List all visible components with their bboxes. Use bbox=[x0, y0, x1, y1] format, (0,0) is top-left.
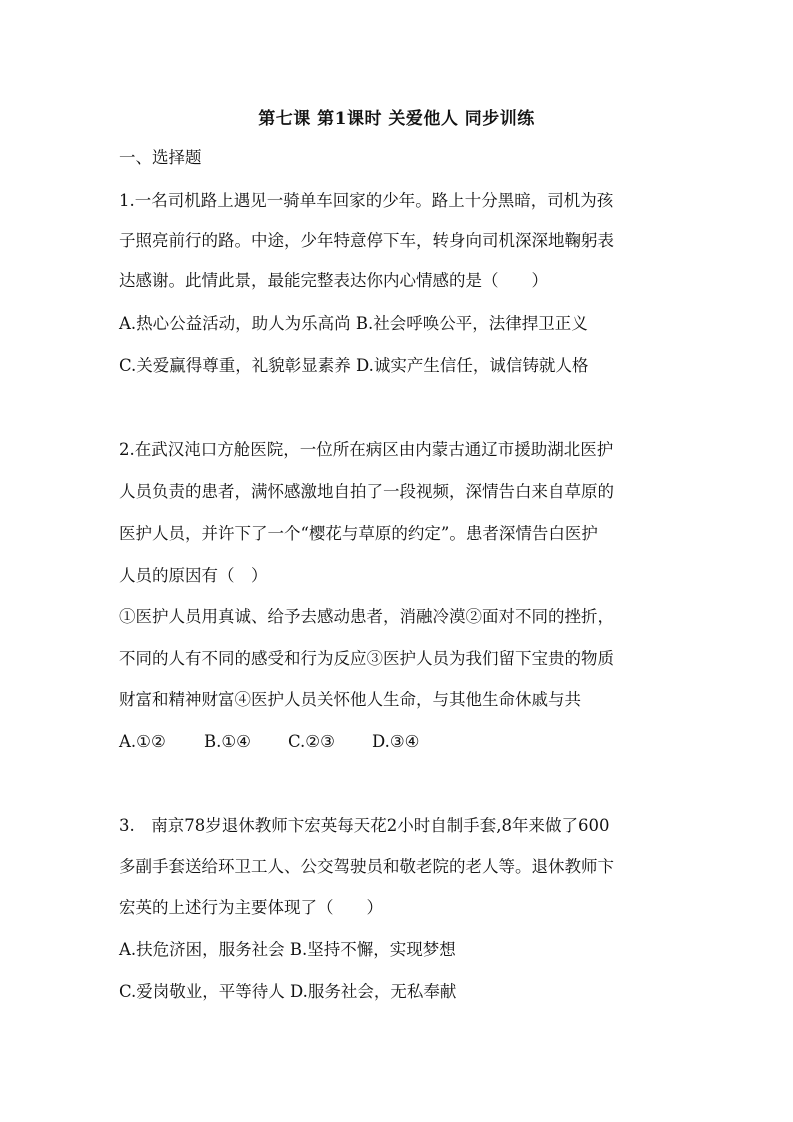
document-title: 第七课 第1课时 关爱他人 同步训练 bbox=[258, 109, 535, 129]
q3-stem-line: 宏英的上述行为主要体现了（ ） bbox=[119, 898, 383, 917]
q2-option-a: A.①② bbox=[119, 732, 166, 751]
q1-stem-line: 1.一名司机路上遇见一骑单车回家的少年。路上十分黑暗，司机为孩 bbox=[119, 191, 614, 210]
q2-statement-line: 不同的人有不同的感受和行为反应③医护人员为我们留下宝贵的物质 bbox=[119, 649, 614, 668]
q2-stem-line: 2.在武汉沌口方舱医院，一位所在病区由内蒙古通辽市援助湖北医护 bbox=[119, 440, 614, 459]
section-heading: 一、选择题 bbox=[119, 148, 202, 167]
q3-stem-line: 3. 南京78岁退休教师卞宏英每天花2小时自制手套,8年来做了600 bbox=[119, 816, 610, 835]
q1-stem-line: 达感谢。此情此景，最能完整表达你内心情感的是（ ） bbox=[119, 271, 548, 290]
q2-stem-line: 医护人员，并许下了一个“樱花与草原的约定”。患者深情告白医护 bbox=[119, 524, 598, 543]
q1-stem-line: 子照亮前行的路。中途，少年特意停下车，转身向司机深深地鞠躬表 bbox=[119, 231, 614, 250]
q2-option-b: B.①④ bbox=[204, 732, 251, 751]
q2-statement-line: ①医护人员用真诚、给予去感动患者，消融冷漠②面对不同的挫折， bbox=[119, 607, 614, 626]
q2-option-c: C.②③ bbox=[288, 732, 335, 751]
q3-option-line: A.扶危济困，服务社会 B.坚持不懈，实现梦想 bbox=[119, 940, 456, 959]
q3-stem-line: 多副手套送给环卫工人、公交驾驶员和敬老院的老人等。退休教师卞 bbox=[119, 857, 614, 876]
q3-option-line: C.爱岗敬业，平等待人 D.服务社会，无私奉献 bbox=[119, 982, 457, 1001]
q1-option-line: A.热心公益活动，助人为乐高尚 B.社会呼唤公平，法律捍卫正义 bbox=[119, 314, 588, 333]
q2-statement-line: 财富和精神财富④医护人员关怀他人生命，与其他生命休戚与共 bbox=[119, 690, 581, 709]
q2-stem-line: 人员负责的患者，满怀感激地自拍了一段视频，深情告白来自草原的 bbox=[119, 482, 614, 501]
q2-stem-line: 人员的原因有（ ） bbox=[119, 566, 268, 585]
q2-options bbox=[119, 731, 699, 753]
q1-option-line: C.关爱赢得尊重，礼貌彰显素养 D.诚实产生信任，诚信铸就人格 bbox=[119, 356, 589, 375]
q2-option-d: D.③④ bbox=[372, 732, 420, 751]
